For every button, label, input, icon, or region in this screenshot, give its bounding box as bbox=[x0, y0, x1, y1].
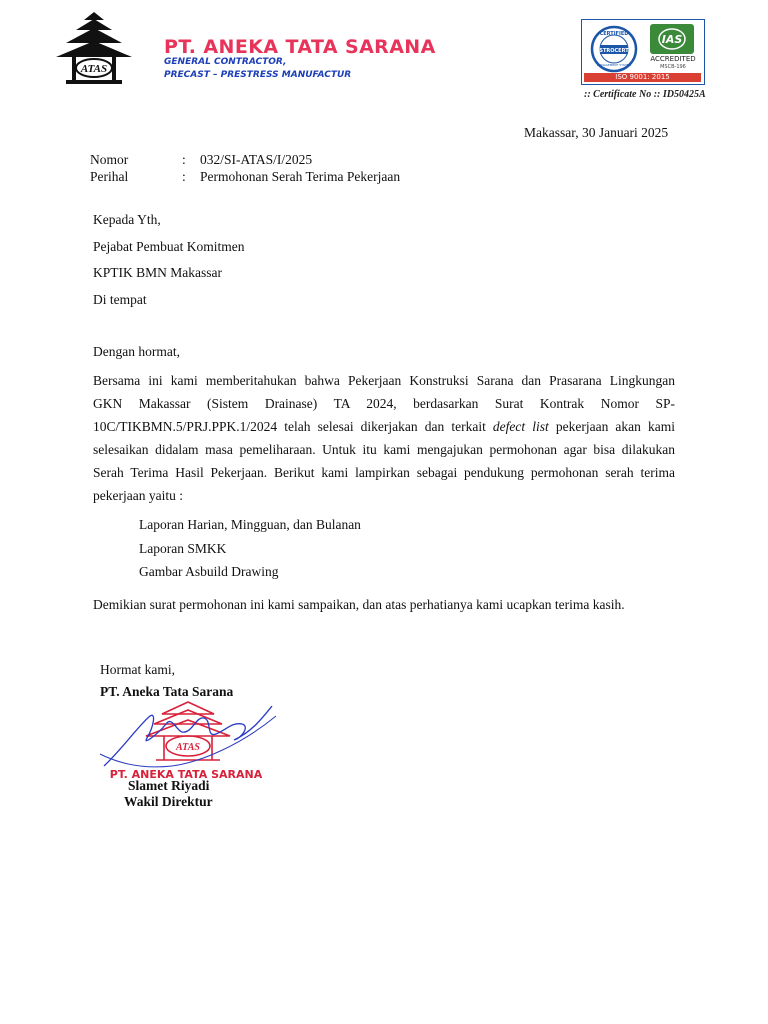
company-tagline: GENERAL CONTRACTOR, bbox=[164, 57, 287, 67]
attachment-item: Gambar Asbuild Drawing bbox=[139, 564, 279, 579]
certificate-number: :: Certificate No :: ID50425A bbox=[584, 89, 706, 100]
seal-top-text: CERTIFIED bbox=[599, 31, 629, 37]
signatory-name: Slamet Riyadi bbox=[128, 778, 210, 793]
nomor-value: 032/SI-ATAS/I/2025 bbox=[200, 152, 313, 167]
body-line: selesaikan didalam masa pemeliharaan. Untuk itu kami mengajukan permohonan agar bisa dilakukan bbox=[93, 442, 675, 457]
stamp-company-text: PT. ANEKA TATA SARANA bbox=[109, 768, 263, 781]
accreditation-body-label: MSCB-196 bbox=[660, 64, 686, 70]
addressee-line: KPTIK BMN Makassar bbox=[93, 265, 222, 280]
closing-statement: Demikian surat permohonan ini kami sampaikan, dan atas perhatianya kami ucapkan terima kasih. bbox=[93, 597, 625, 612]
attachment-list bbox=[139, 517, 361, 588]
perihal-colon: : bbox=[182, 169, 186, 184]
letter-date: Makassar, 30 Januari 2025 bbox=[524, 125, 669, 140]
seal-bottom-text: MANAGEMENT SYSTEM bbox=[596, 63, 632, 67]
seal-center-text: STROCERT bbox=[599, 48, 629, 54]
company-name: PT. ANEKA TATA SARANA bbox=[164, 36, 436, 58]
body-paragraph bbox=[93, 369, 675, 507]
body-line: GKN Makassar (Sistem Drainase) TA 2024, berdasarkan Surat Kontrak Nomor SP- bbox=[93, 396, 675, 411]
accredited-label: ACCREDITED bbox=[650, 55, 696, 63]
body-line: pekerjaan yaitu : bbox=[93, 488, 183, 503]
addressee-line: Kepada Yth, bbox=[93, 212, 161, 227]
body-line: Serah Terima Hasil Pekerjaan. Berikut kami lampirkan sebagai pendukung permohonan serah terima bbox=[93, 465, 675, 480]
addressee-line: Di tempat bbox=[93, 291, 147, 307]
ias-text: IAS bbox=[661, 33, 683, 46]
perihal-label: Perihal bbox=[90, 169, 129, 184]
attachment-item: Laporan Harian, Mingguan, dan Bulanan bbox=[139, 517, 361, 532]
ias-accreditation-icon bbox=[650, 24, 694, 54]
iso-standard-bar: ISO 9001: 2015 bbox=[584, 73, 701, 82]
attachment-item: Laporan SMKK bbox=[139, 540, 227, 556]
body-text: 10C/TIKBMN.5/PRJ.PPK.1/2024 telah selesai dikerjakan dan terkait bbox=[93, 419, 493, 434]
addressee-block bbox=[93, 212, 244, 318]
body-text: pekerjaan akan kami bbox=[548, 419, 676, 434]
signature-salutation: Hormat kami, bbox=[100, 662, 175, 677]
company-stamp-and-signature bbox=[92, 694, 278, 786]
perihal-value: Permohonan Serah Terima Pekerjaan bbox=[200, 169, 401, 184]
logo-text: ATAS bbox=[80, 63, 108, 75]
body-line-with-italic bbox=[93, 415, 675, 438]
addressee-line: Pejabat Pembuat Komitmen bbox=[93, 238, 245, 254]
signature-company: PT. Aneka Tata Sarana bbox=[100, 684, 234, 699]
stamp-logo-text: ATAS bbox=[176, 742, 200, 753]
nomor-colon: : bbox=[182, 152, 186, 167]
company-logo-emblem bbox=[54, 10, 134, 86]
certification-badge bbox=[581, 19, 705, 85]
nomor-label: Nomor bbox=[90, 152, 129, 167]
body-line: Bersama ini kami memberitahukan bahwa Pekerjaan Konstruksi Sarana dan Prasarana Lingkungan bbox=[93, 373, 675, 388]
company-tagline-secondary: PRECAST – PRESTRESS MANUFACTUR bbox=[164, 70, 352, 80]
certified-seal-icon bbox=[590, 25, 638, 73]
signatory-title: Wakil Direktur bbox=[124, 794, 213, 809]
defect-list-term: defect list bbox=[492, 419, 549, 434]
greeting: Dengan hormat, bbox=[93, 344, 180, 359]
